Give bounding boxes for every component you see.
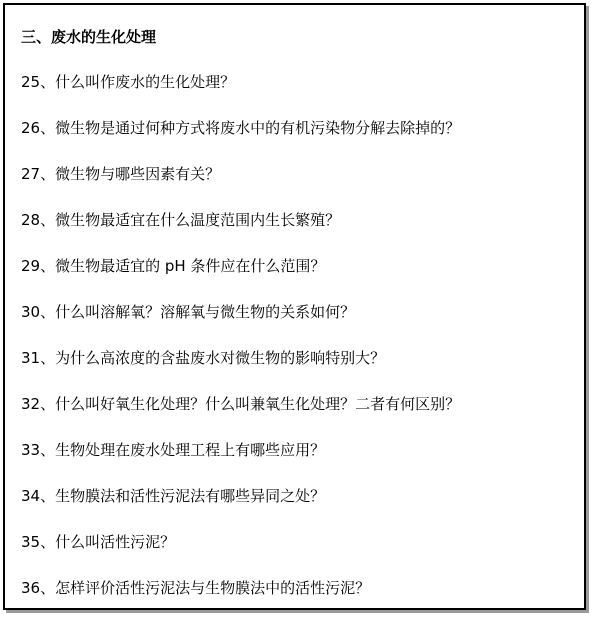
question-item: 35、什么叫活性污泥？ — [21, 533, 176, 551]
question-item: 30、什么叫溶解氧？溶解氧与微生物的关系如何？ — [21, 303, 356, 321]
document-frame — [3, 3, 586, 610]
question-item: 31、为什么高浓度的含盐废水对微生物的影响特别大？ — [21, 349, 386, 367]
question-item: 32、什么叫好氧生化处理？什么叫兼氧生化处理？二者有何区别？ — [21, 395, 461, 413]
question-item: 25、什么叫作废水的生化处理？ — [21, 73, 236, 91]
question-item: 34、生物膜法和活性污泥法有哪些异同之处？ — [21, 487, 326, 505]
question-list — [21, 72, 460, 624]
section-title: 三、废水的生化处理 — [21, 28, 157, 46]
question-item: 26、微生物是通过何种方式将废水中的有机污染物分解去除掉的？ — [21, 119, 461, 137]
question-item: 29、微生物最适宜的 pH 条件应在什么范围？ — [21, 257, 326, 275]
question-item: 28、微生物最适宜在什么温度范围内生长繁殖？ — [21, 211, 341, 229]
question-item: 33、生物处理在废水处理工程上有哪些应用？ — [21, 441, 326, 459]
question-item: 36、怎样评价活性污泥法与生物膜法中的活性污泥？ — [21, 579, 371, 597]
question-item: 27、微生物与哪些因素有关？ — [21, 165, 221, 183]
